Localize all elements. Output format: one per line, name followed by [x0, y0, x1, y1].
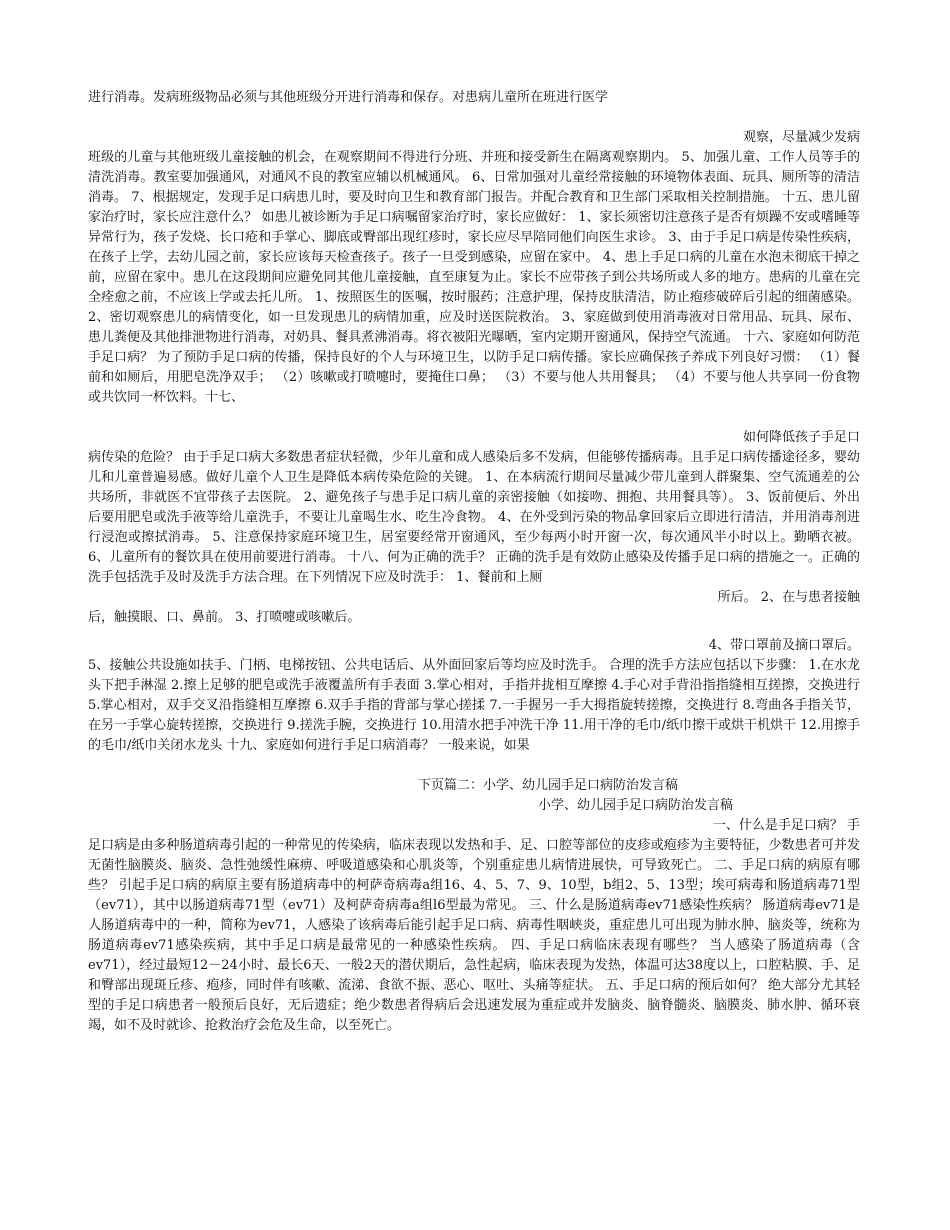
- paragraph-2-heading: 观察，尽量减少发病: [742, 130, 860, 145]
- paragraph-4: 后，触摸眼、口、鼻前。 3、打喷嚏或咳嗽后。: [88, 610, 361, 625]
- paragraph-1: 进行消毒。发病班级物品必须与其他班级分开进行消毒和保存。对患病儿童所在班进行医学: [88, 90, 609, 105]
- paragraph-3: 病传染的危险？ 由于手足口病大多数患者症状轻微，少年儿童和成人感染后多不发病，但能够传播病毒。且手足口病传播途径多，婴幼儿和儿童普遍易感。做好儿童个人卫生是降低本病传染危险的关键。 1、在本病流行期间尽量减少带儿童到人群聚集、空气流通差的公共场所，非就医不宜带孩子去医院。 2、避免孩子与患手足口病儿童的亲密接触（如接吻、拥抱、共用餐具等）。 3、饭前便后、外出后要用肥皂或洗手液等给儿童洗手，不要让儿童喝生水、吃生冷食物。 4、在外受到污染的物品拿回家后立即进行清洁，并用消毒剂进行浸泡或擦拭消毒。 5、注意保持家庭环境卫生，居室要经常开窗通风，至少每两小时开窗一次，每次通风半小时以上。勤晒衣被。 6、儿童所有的餐饮具在使用前要进行消毒。 十八、何为正确的洗手？ 正确的洗手是有效防止感染及传播手足口病的措施之一。正确的洗手包括洗手及时及洗手方法合理。在下列情况下应及时洗手： 1、餐前和上厕: [88, 450, 860, 585]
- next-page-title: 下页篇二：小学、幼儿园手足口病防治发言稿: [418, 778, 679, 793]
- article-subtitle: 小学、幼儿园手足口病防治发言稿: [538, 798, 734, 813]
- question-1-heading: 一、什么是手足口病？ 手: [712, 818, 860, 833]
- paragraph-3-heading: 如何降低孩子手足口: [742, 430, 860, 445]
- document-page: [88, 88, 860, 1036]
- paragraph-5: 5、接触公共设施如扶手、门柄、电梯按钮、公共电话后、从外面回家后等均应及时洗手。 合理的洗手方法应包括以下步骤： 1.在水龙头下把手淋湿 2.擦上足够的肥皂或洗手液覆盖所有手表面 3.掌心相对，手指并拢相互摩擦 4.手心对手背沿指指缝相互搓擦，交换进行 5.掌心相对，双手交叉沿指缝相互摩擦 6.双手手指的背部与掌心搓揉 7.一手握另一手大拇指旋转搓擦，交换进行 8.弯曲各手指关节，在另一手掌心旋转搓擦，交换进行 9.搓洗手腕，交换进行 10.用清水把手冲洗干净 11.用干净的毛巾/纸巾擦干或烘干机烘干 12.用擦手的毛巾/纸巾关闭水龙头 十九、家庭如何进行手足口病消毒？ 一般来说，如果: [88, 658, 860, 753]
- paragraph-4-heading: 所后。 2、在与患者接触: [717, 590, 860, 605]
- paragraph-5-heading: 4、带口罩前及摘口罩后。: [708, 638, 860, 653]
- paragraph-2: 班级的儿童与其他班级儿童接触的机会，在观察期间不得进行分班、并班和接受新生在隔离观察期内。 5、加强儿童、工作人员等手的清洗消毒。教室要加强通风，对通风不良的教室应辅以机械通风。 6、日常加强对儿童经常接触的环境物体表面、玩具、厕所等的清洁消毒。 7、根据规定，发现手足口病患儿时，要及时向卫生和教育部门报告。并配合教育和卫生部门采取相关控制措施。 十五、患儿留家治疗时，家长应注意什么？ 如患儿被诊断为手足口病嘱留家治疗时，家长应做好： 1、家长须密切注意孩子是否有烦躁不安或嗜睡等异常行为，孩子发烧、长口疮和手掌心、脚底或臀部出现红疹时，家长应尽早陪同他们向医生求诊。 3、由于手足口病是传染性疾病，在孩子上学，去幼儿园之前，家长应该每天检查孩子。孩子一旦受到感染，应留在家中。 4、患上手足口病的儿童在水泡未彻底干掉之前，应留在家中。患儿在这段期间应避免同其他儿童接触，直至康复为止。家长不应带孩子到公共场所或人多的地方。患病的儿童在完全痊愈之前，不应该上学或去托儿所。 1、按照医生的医嘱，按时服药；注意护理，保持皮肤清洁，防止疱疹破碎后引起的细菌感染。 2、密切观察患儿的病情变化，如一旦发现患儿的病情加重，应及时送医院救治。 3、家庭做到使用消毒液对日常用品、玩具、尿布、患儿粪便及其他排泄物进行消毒，对奶具、餐具煮沸消毒。将衣被阳光曝晒，室内定期开窗通风，保持空气流通。 十六、家庭如何防范手足口病？ 为了预防手足口病的传播，保持良好的个人与环境卫生，以防手足口病传播。家长应确保孩子养成下列良好习惯： （1）餐前和如厕后，用肥皂洗净双手； （2）咳嗽或打喷嚏时，要掩住口鼻； （3）不要与他人共用餐具； （4）不要与他人共享同一份食物或共饮同一杯饮料。十七、: [88, 150, 860, 405]
- paragraph-6: 足口病是由多种肠道病毒引起的一种常见的传染病，临床表现以发热和手、足、口腔等部位的皮疹或疱疹为主要特征，少数患者可并发无菌性脑膜炎、脑炎、急性弛缓性麻痹、呼吸道感染和心肌炎等，个别重症患儿病情进展快，可导致死亡。 二、手足口病的病原有哪些？ 引起手足口病的病原主要有肠道病毒中的柯萨奇病毒a组16、4、5、7、9、10型，b组2、5、13型；埃可病毒和肠道病毒71型（ev71），其中以肠道病毒71型（ev71）及柯萨奇病毒a组l6型最为常见。 三、什么是肠道病毒ev71感染性疾病？ 肠道病毒ev71是人肠道病毒中的一种，简称为ev71，人感染了该病毒后能引起手足口病、病毒性咽峡炎，重症患儿可出现为肺水肿、脑炎等，统称为肠道病毒ev71感染疾病，其中手足口病是最常见的一种感染性疾病。 四、手足口病临床表现有哪些？ 当人感染了肠道病毒（含ev71），经过最短12－24小时、最长6天、一般2天的潜伏期后，急性起病，临床表现为发热，体温可达38度以上，口腔粘膜、手、足和臀部出现斑丘疹、疱疹，同时伴有咳嗽、流涕、食欲不振、恶心、呕吐、头痛等症状。 五、手足口病的预后如何？ 绝大部分尤其轻型的手足口病患者一般预后良好，无后遗症；绝少数患者得病后会迅速发展为重症或并发脑炎、脑脊髓炎、脑膜炎、肺水肿、循环衰竭，如不及时就诊、抢救治疗会危及生命，以至死亡。: [88, 838, 860, 1033]
